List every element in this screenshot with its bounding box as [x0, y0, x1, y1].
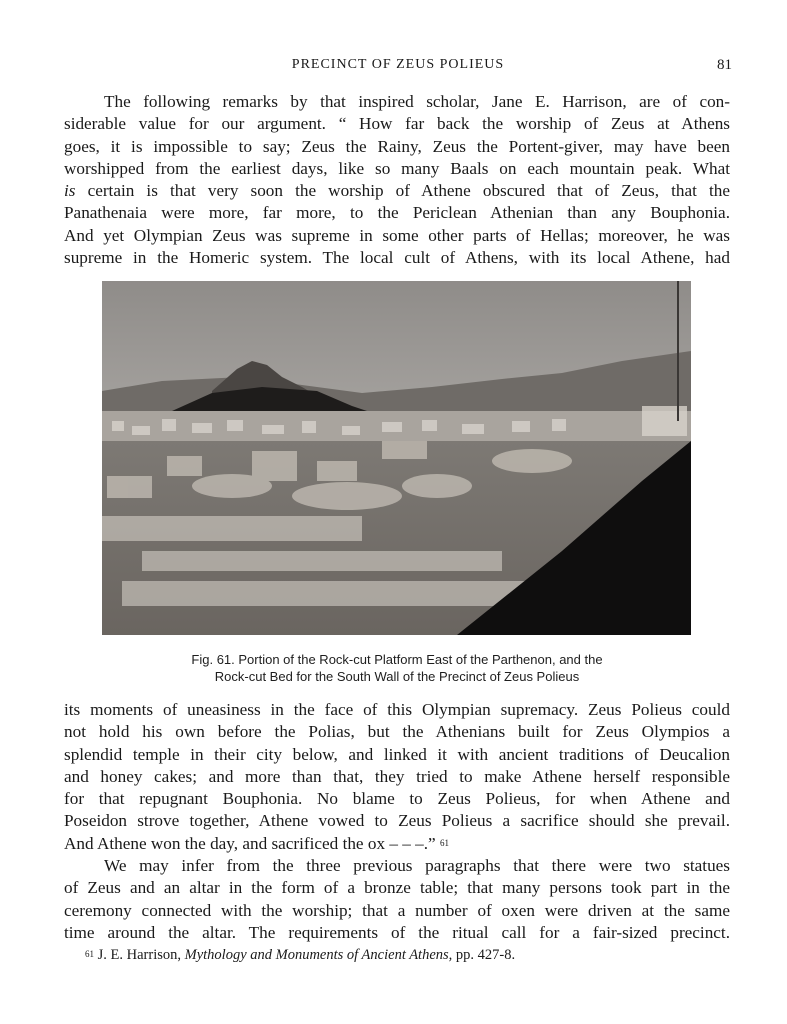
text-line: of Zeus and an altar in the form of a bronze table; that many persons took part in the [64, 878, 730, 898]
text-line: siderable value for our argument. “ How far back the worship of Zeus at Athens [64, 114, 730, 134]
text-line [64, 833, 730, 855]
text-line: Panathenaia were more, far more, to the Periclean Athenian than any Bouphonia. [64, 203, 730, 223]
paragraph-harrison-quote-end [64, 699, 730, 944]
text-line: and honey cakes; and more than that, they tried to make Athene herself responsible [64, 766, 730, 786]
caption-line: Fig. 61. Portion of the Rock-cut Platform East of the Parthenon, and the [191, 652, 603, 667]
figure-caption [64, 651, 730, 685]
text-line-content: And Athene won the day, and sacrificed the ox – – –.” [64, 833, 436, 853]
text-line: splendid temple in their city below, and linked it with ancient traditions of Deucalion [64, 744, 730, 764]
text-line: The following remarks by that inspired scholar, Jane E. Harrison, are of con- [104, 92, 730, 111]
footnote [85, 945, 725, 965]
footnote-pages: pp. 427-8. [455, 947, 516, 963]
text-line: not hold his own before the Polias, but the Athenians built for Zeus Olympios a [64, 722, 730, 742]
text-line: its moments of uneasiness in the face of this Olympian supremacy. Zeus Polieus could [64, 700, 730, 719]
page-number: 81 [717, 57, 732, 73]
photograph-image [102, 281, 691, 635]
text-line: for that repugnant Bouphonia. No blame to Zeus Polieus, for when Athene and [64, 789, 730, 809]
footnote-work-title: Mythology and Monuments of Ancient Athens, [184, 947, 453, 963]
text-line: Poseidon strove together, Athene vowed to Zeus Polieus a sacrifice should she prevail. [64, 811, 730, 831]
emphasis-text: is [64, 181, 76, 201]
running-title: PRECINCT OF ZEUS POLIEUS [291, 57, 505, 72]
text-line: is certain is that very soon the worship of Athene obscured that of Zeus, that the [64, 181, 730, 201]
text-line: goes, it is impossible to say; Zeus the Rainy, Zeus the Portent-giver, may have been [64, 136, 730, 156]
footnote-author: J. E. Harrison, [97, 947, 181, 963]
footnote-reference: 61 [439, 837, 449, 848]
figure-photograph-acropolis-platform [102, 281, 691, 635]
text-line: worshipped from the earliest days, like so many Baals on each mountain peak. What [64, 158, 730, 178]
text-line: And yet Olympian Zeus was supreme in some other parts of Hellas; moreover, he was [64, 225, 730, 245]
caption-line: Rock-cut Bed for the South Wall of the Precinct of Zeus Polieus [214, 669, 580, 684]
text-line: time around the altar. The requirements of the ritual call for a fair-sized precinct. [64, 922, 730, 942]
text-line: We may infer from the three previous paragraphs that there were two statues [104, 856, 730, 876]
running-header [64, 57, 732, 79]
paragraph-harrison-quote-start [64, 91, 730, 269]
text-line: ceremony connected with the worship; that a number of oxen were driven at the same [64, 900, 730, 920]
footnote-number: 61 [85, 949, 94, 959]
text-line: supreme in the Homeric system. The local cult of Athens, with its local Athene, had [64, 248, 730, 268]
